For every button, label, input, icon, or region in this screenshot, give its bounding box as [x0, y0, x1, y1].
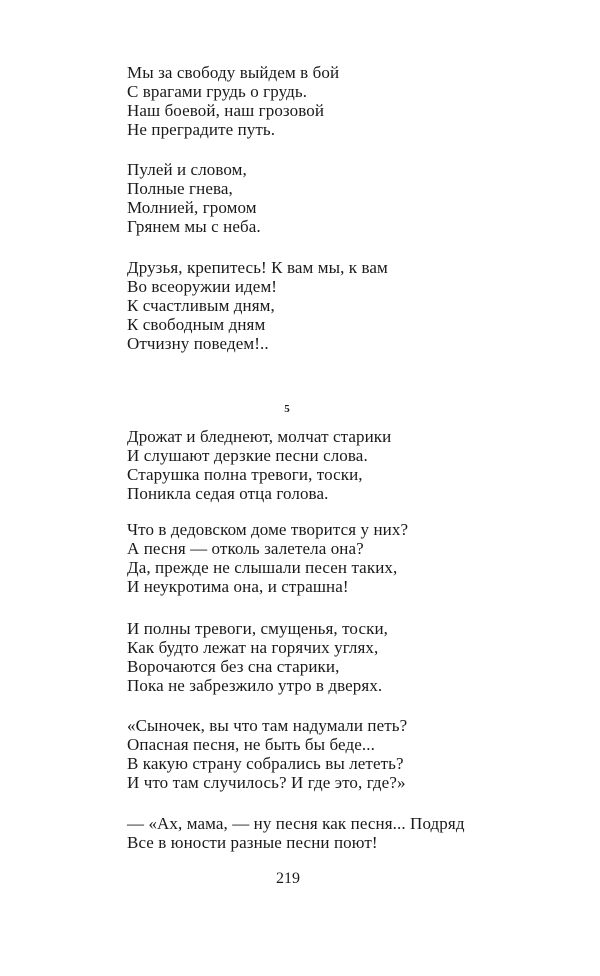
stanza-6: [127, 619, 388, 695]
verse-line: А песня — отколь залетела она?: [127, 539, 364, 558]
verse-line: Дрожат и бледнеют, молчат старики: [127, 427, 392, 446]
verse-line: И что там случилось? И где это, где?»: [127, 773, 406, 792]
verse-line: Не преградите путь.: [127, 120, 276, 139]
verse-line: Наш боевой, наш грозовой: [127, 101, 325, 120]
stanza-8: [127, 814, 465, 852]
verse-line: Молнией, громом: [127, 198, 257, 217]
stanza-1: [127, 63, 339, 139]
verse-line: И слушают дерзкие песни слова.: [127, 446, 368, 465]
verse-line: Все в юности разные песни поют!: [127, 833, 378, 852]
verse-line: И полны тревоги, смущенья, тоски,: [127, 619, 389, 638]
verse-line: — «Ах, мама, — ну песня как песня... Подряд: [127, 814, 465, 833]
verse-line: Ворочаются без сна старики,: [127, 657, 340, 676]
stanza-2: [127, 160, 261, 236]
verse-line: И неукротима она, и страшна!: [127, 577, 349, 596]
verse-line: Как будто лежат на горячих углях,: [127, 638, 379, 657]
verse-line: Полные гнева,: [127, 179, 233, 198]
verse-line: С врагами грудь о грудь.: [127, 82, 308, 101]
verse-line: Грянем мы с неба.: [127, 217, 261, 236]
stanza-5: [127, 520, 408, 596]
stanza-4: [127, 427, 391, 503]
verse-line: Пулей и словом,: [127, 160, 247, 179]
verse-line: Да, прежде не слышали песен таких,: [127, 558, 398, 577]
page-number: 219: [276, 870, 300, 887]
verse-line: Мы за свободу выйдем в бой: [127, 63, 340, 82]
verse-line: В какую страну собрались вы лететь?: [127, 754, 404, 773]
verse-line: Пока не забрезжило утро в дверях.: [127, 676, 383, 695]
stanza-3: [127, 258, 388, 353]
section-number: 5: [284, 403, 290, 415]
verse-line: Во всеоружии идем!: [127, 277, 278, 296]
verse-line: Поникла седая отца голова.: [127, 484, 329, 503]
verse-line: К счастливым дням,: [127, 296, 275, 315]
verse-line: Что в дедовском доме творится у них?: [127, 520, 409, 539]
stanza-7: [127, 716, 407, 792]
verse-line: Старушка полна тревоги, тоски,: [127, 465, 363, 484]
verse-line: «Сыночек, вы что там надумали петь?: [127, 716, 408, 735]
verse-line: Отчизну поведем!..: [127, 334, 269, 353]
verse-line: К свободным дням: [127, 315, 266, 334]
verse-line: Опасная песня, не быть бы беде...: [127, 735, 375, 754]
verse-line: Друзья, крепитесь! К вам мы, к вам: [127, 258, 388, 277]
